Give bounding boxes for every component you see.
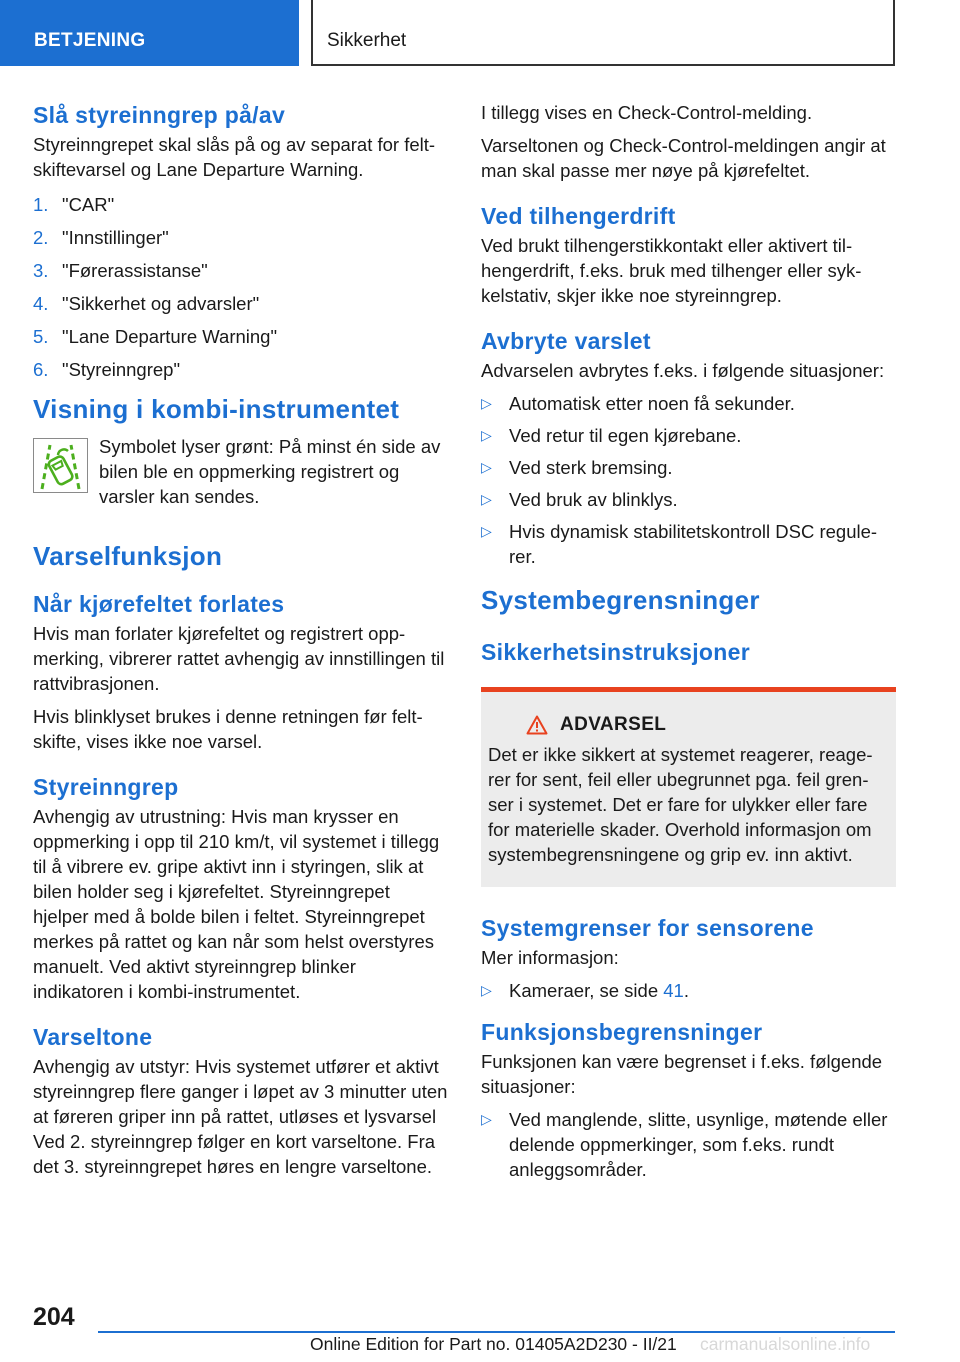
list-item bbox=[481, 423, 896, 448]
step-text: "Førerassistanse" bbox=[62, 260, 208, 281]
warning-title-row bbox=[526, 714, 886, 736]
heading-system-limits: Systembegrensninger bbox=[481, 585, 760, 615]
list-item bbox=[481, 455, 896, 480]
display-row bbox=[33, 434, 448, 509]
warning-title: ADVARSEL bbox=[560, 714, 667, 735]
step-text: "Styreinngrep" bbox=[62, 359, 181, 380]
cancel-text: Advarselen avbrytes f.eks. i følgende situasjoner: bbox=[481, 360, 885, 381]
step-text: "CAR" bbox=[62, 194, 115, 215]
triangle-bullet-icon: ▷ bbox=[481, 427, 492, 443]
step-item bbox=[33, 225, 448, 250]
step-text: "Lane Departure Warning" bbox=[62, 326, 278, 347]
heading-steering: Styreinngrep bbox=[33, 774, 179, 800]
warning-box bbox=[481, 687, 896, 887]
step-number: 4. bbox=[33, 293, 49, 314]
heading-warning-function: Varselfunksjon bbox=[33, 541, 223, 571]
page-number: 204 bbox=[33, 1303, 75, 1331]
list-item-text: Ved sterk bremsing. bbox=[509, 457, 673, 478]
display-text: Symbolet lyser grønt: På minst én side av bilen ble en oppmerking registrert og varsler kan sendes. bbox=[99, 436, 441, 507]
section-tab: BETJENING bbox=[0, 0, 299, 66]
steering-text: Avhengig av utrustning: Hvis man krysser en oppmerking i opp til 210 km/t, vil systemet i tillegg til å vibrere ev. gripe aktivt inn i styringen, slik at bilen holder seg i kjørefeltet. Styreinngrepet hjelper med å bolde bilen i feltet. Styreinngrepet merkes på rattet og kan når som helst overstyres manuelt. Ved aktivt styreinngrep blinker indikatoren i kombi-instrumentet. bbox=[33, 806, 440, 1002]
list-item-text: Automatisk etter noen få sekunder. bbox=[509, 393, 795, 414]
heading-trailer: Ved tilhengerdrift bbox=[481, 203, 676, 229]
heading-sensor-limits: Systemgrenser for sensorene bbox=[481, 915, 814, 941]
right-column bbox=[481, 100, 896, 1189]
right-text-1: I tillegg vises en Check-Control-melding. bbox=[481, 102, 813, 123]
step-item bbox=[33, 324, 448, 349]
list-item-text bbox=[509, 978, 689, 1003]
function-limits-list bbox=[481, 1107, 896, 1182]
watermark-text: carmanualsonline.info bbox=[700, 1334, 871, 1354]
list-item bbox=[481, 391, 896, 416]
warning-text: Det er ikke sikkert at systemet reagerer, reagerer for sent, feil eller ubegrunnet pga. feil grenser i systemet. Det er fare for ulykker eller fare for materielle skader. Overhold informasjon om systembegrensningene og grip ev. inn aktivt. bbox=[488, 744, 873, 865]
step-item bbox=[33, 291, 448, 316]
step-number: 5. bbox=[33, 326, 49, 347]
list-item-text: Ved bruk av blinklys. bbox=[509, 489, 678, 510]
list-item bbox=[481, 978, 896, 1003]
settings-steps bbox=[33, 192, 448, 382]
heading-cancel: Avbryte varslet bbox=[481, 328, 651, 354]
triangle-bullet-icon: ▷ bbox=[481, 459, 492, 475]
triangle-bullet-icon: ▷ bbox=[481, 523, 492, 539]
lane-assist-icon bbox=[33, 438, 88, 493]
triangle-bullet-icon: ▷ bbox=[481, 1111, 492, 1127]
page-link[interactable]: 41 bbox=[663, 980, 684, 1001]
list-item-text: Ved retur til egen kjørebane. bbox=[509, 425, 742, 446]
step-text: "Innstillinger" bbox=[62, 227, 169, 248]
step-number: 1. bbox=[33, 194, 49, 215]
list-item-text: Ved manglende, slitte, usynlige, møtende eller delende oppmerkinger, som f.eks. rundt anleggsområder. bbox=[509, 1109, 888, 1180]
cancel-list bbox=[481, 391, 896, 569]
left-column bbox=[33, 100, 448, 1179]
footer-divider bbox=[98, 1331, 895, 1333]
heading-function-limits: Funksjonsbegrensninger bbox=[481, 1019, 763, 1045]
list-item bbox=[481, 519, 896, 569]
onoff-text: Styreinngrepet skal slås på og av separat for feltskiftevarsel og Lane Departure Warning. bbox=[33, 134, 436, 180]
trailer-text: Ved brukt tilhengerstikkontakt eller aktivert tilhengerdrift, f.eks. bruk med tilhenger eller sykkelstativ, skjer ikke noe styreinngrep. bbox=[481, 235, 862, 306]
page-header bbox=[0, 0, 960, 66]
edition-text: Online Edition for Part no. 01405A2D230 - II/21 bbox=[310, 1334, 677, 1354]
step-item bbox=[33, 192, 448, 217]
sensor-text: Mer informasjon: bbox=[481, 947, 619, 968]
step-item bbox=[33, 258, 448, 283]
step-number: 3. bbox=[33, 260, 49, 281]
triangle-bullet-icon: ▷ bbox=[481, 491, 492, 507]
sensor-item-suffix: . bbox=[683, 980, 689, 1001]
heading-lane-leaving: Når kjørefeltet forlates bbox=[33, 591, 285, 617]
list-item-text: Hvis dynamisk stabilitetskontroll DSC regulerer. bbox=[509, 521, 878, 567]
leaving-text-2: Hvis blinklyset brukes i denne retningen før feltskifte, vises ikke noe varsel. bbox=[33, 706, 423, 752]
tone-text: Avhengig av utstyr: Hvis systemet utfører et aktivt styreinngrep flere ganger i løpet av 3 minutter uten at føreren griper inn på rattet, utløses et lysvarsel Ved 2. styreinngrep følger en kort varseltone. Fra det 3. styreinngrepet høres en lengre varseltone. bbox=[33, 1056, 448, 1177]
sensor-list bbox=[481, 978, 896, 1003]
warning-triangle-icon bbox=[526, 715, 548, 735]
list-item bbox=[481, 1107, 896, 1182]
step-number: 6. bbox=[33, 359, 49, 380]
list-item bbox=[481, 487, 896, 512]
step-number: 2. bbox=[33, 227, 49, 248]
topic-tab: Sikkerhet bbox=[311, 0, 895, 66]
right-text-2: Varseltonen og Check-Control-meldingen angir at man skal passe mer nøye på kjørefeltet. bbox=[481, 135, 886, 181]
sensor-item-prefix: Kameraer, se side bbox=[509, 980, 664, 1001]
heading-safety: Sikkerhetsinstruksjoner bbox=[481, 639, 750, 665]
heading-display: Visning i kombi-instrumentet bbox=[33, 394, 400, 424]
function-limits-text: Funksjonen kan være begrenset i f.eks. følgende situasjoner: bbox=[481, 1051, 883, 1097]
step-item bbox=[33, 357, 448, 382]
triangle-bullet-icon: ▷ bbox=[481, 982, 492, 998]
heading-tone: Varseltone bbox=[33, 1024, 153, 1050]
heading-onoff: Slå styreinngrep på/av bbox=[33, 102, 286, 128]
leaving-text-1: Hvis man forlater kjørefeltet og registrert oppmerking, vibrerer rattet avhengig av innstillingen til rattvibrasjonen. bbox=[33, 623, 445, 694]
triangle-bullet-icon: ▷ bbox=[481, 395, 492, 411]
step-text: "Sikkerhet og advarsler" bbox=[62, 293, 260, 314]
